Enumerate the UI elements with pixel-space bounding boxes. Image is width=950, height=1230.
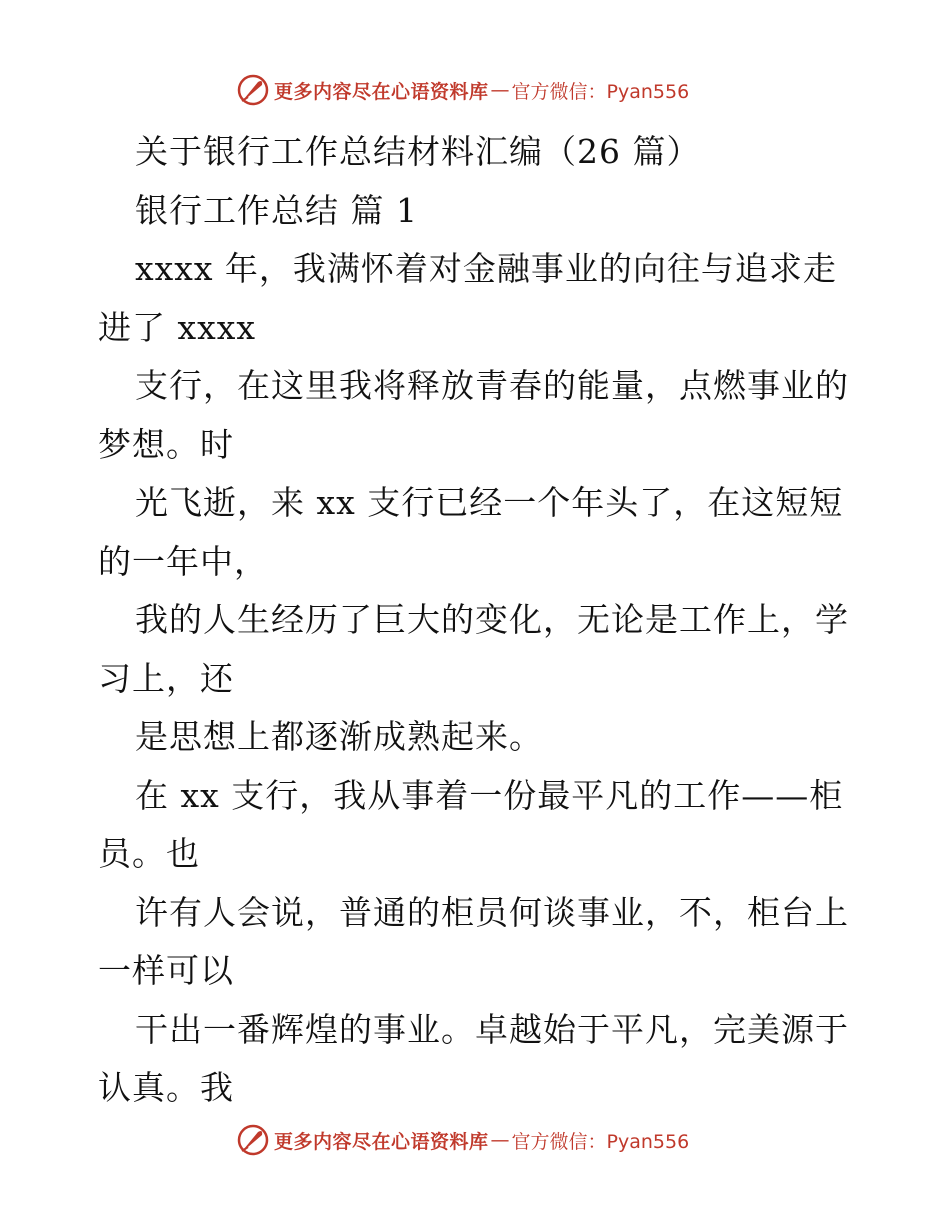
text-line: 习上，还: [98, 658, 234, 698]
text-line: 的一年中，: [98, 541, 268, 581]
feather-pen-logo-icon: [236, 1123, 270, 1157]
document-body: [98, 123, 858, 1118]
feather-pen-logo-icon: [236, 73, 270, 107]
watermark-dash: —: [490, 1129, 510, 1151]
text-line: 在 xx 支行，我从事着一份最平凡的工作——柜: [135, 775, 844, 815]
watermark-dash: —: [490, 79, 510, 101]
document-title: 关于银行工作总结材料汇编（26 篇）: [135, 132, 701, 171]
text-line: 一样可以: [98, 951, 234, 990]
header-watermark: [236, 72, 689, 108]
footer-watermark: [236, 1122, 689, 1158]
watermark-text: 更多内容尽在心语资料库: [274, 80, 489, 103]
text-line: 员。也: [98, 834, 200, 873]
watermark-wechat: 官方微信：Pyan556: [511, 1130, 690, 1153]
text-line: 梦想。时: [98, 424, 234, 464]
text-line: 光飞逝，来 xx 支行已经一个年头了，在这短短: [135, 483, 844, 522]
text-line: 干出一番辉煌的事业。卓越始于平凡，完美源于: [135, 1009, 849, 1049]
text-line: 我的人生经历了巨大的变化，无论是工作上，学: [135, 600, 849, 639]
watermark-wechat: 官方微信：Pyan556: [511, 80, 690, 103]
text-line: 许有人会说，普通的柜员何谈事业，不，柜台上: [135, 892, 849, 932]
section-heading: 银行工作总结 篇 1: [135, 190, 418, 230]
text-line: 是思想上都逐渐成熟起来。: [135, 717, 543, 756]
text-line: 进了 xxxx: [98, 307, 256, 347]
text-line: xxxx 年，我满怀着对金融事业的向往与追求走: [135, 249, 837, 288]
text-line: 认真。我: [98, 1068, 234, 1107]
watermark-text: 更多内容尽在心语资料库: [274, 1130, 489, 1153]
text-line: 支行，在这里我将释放青春的能量，点燃事业的: [135, 366, 849, 405]
